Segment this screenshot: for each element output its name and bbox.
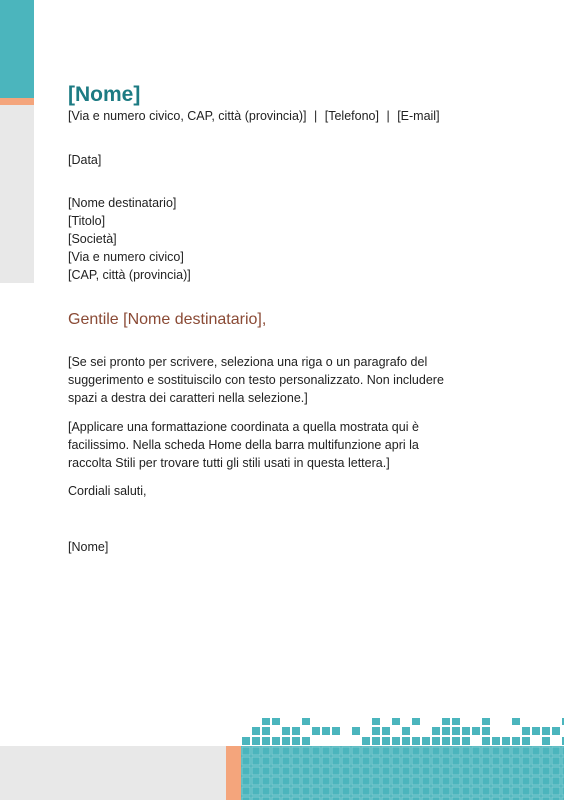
- recipient-title[interactable]: [Titolo]: [68, 214, 106, 228]
- letter-date[interactable]: [Data]: [68, 153, 102, 167]
- body-paragraph-1[interactable]: [Se sei pronto per scrivere, seleziona una riga o un paragrafo del suggerimento e sostituiscilo con testo personalizzato. Non includere spazi a destra dei caratteri nella selezione.]: [68, 355, 444, 405]
- sender-name[interactable]: [Nome]: [68, 83, 141, 106]
- recipient-street[interactable]: [Via e numero civico]: [68, 250, 184, 264]
- recipient-city[interactable]: [CAP, città (provincia)]: [68, 268, 191, 282]
- left-accent-teal-bar: [0, 0, 34, 98]
- pixel-mosaic-decoration: [241, 718, 564, 800]
- contact-separator: |: [386, 109, 390, 123]
- recipient-company[interactable]: [Società]: [68, 232, 117, 246]
- body-paragraph-2[interactable]: [Applicare una formattazione coordinata a quella mostrata qui è facilissimo. Nella scheda Home della barra multifunzione apri la raccolta Stili per trovare tutti gli stili usati in questa lettera.]: [68, 420, 419, 470]
- sender-phone[interactable]: [Telefono]: [324, 109, 379, 123]
- sender-address[interactable]: [Via e numero civico, CAP, città (provincia)]: [68, 109, 307, 123]
- recipient-block: [68, 194, 191, 284]
- salutation[interactable]: Gentile [Nome destinatario],: [68, 311, 267, 328]
- signature-name[interactable]: [Nome]: [68, 540, 109, 554]
- contact-line: [68, 108, 508, 124]
- left-accent-gray-bar: [0, 105, 34, 283]
- letter-header: [68, 82, 508, 124]
- recipient-name[interactable]: [Nome destinatario]: [68, 196, 177, 210]
- letter-body: [68, 353, 458, 483]
- left-accent-orange-bar: [0, 98, 34, 105]
- sender-email[interactable]: [E-mail]: [397, 109, 440, 123]
- closing[interactable]: Cordiali saluti,: [68, 484, 147, 498]
- bottom-accent-orange-bar: [226, 746, 241, 800]
- bottom-accent-gray-bar: [0, 746, 226, 800]
- contact-separator: |: [314, 109, 318, 123]
